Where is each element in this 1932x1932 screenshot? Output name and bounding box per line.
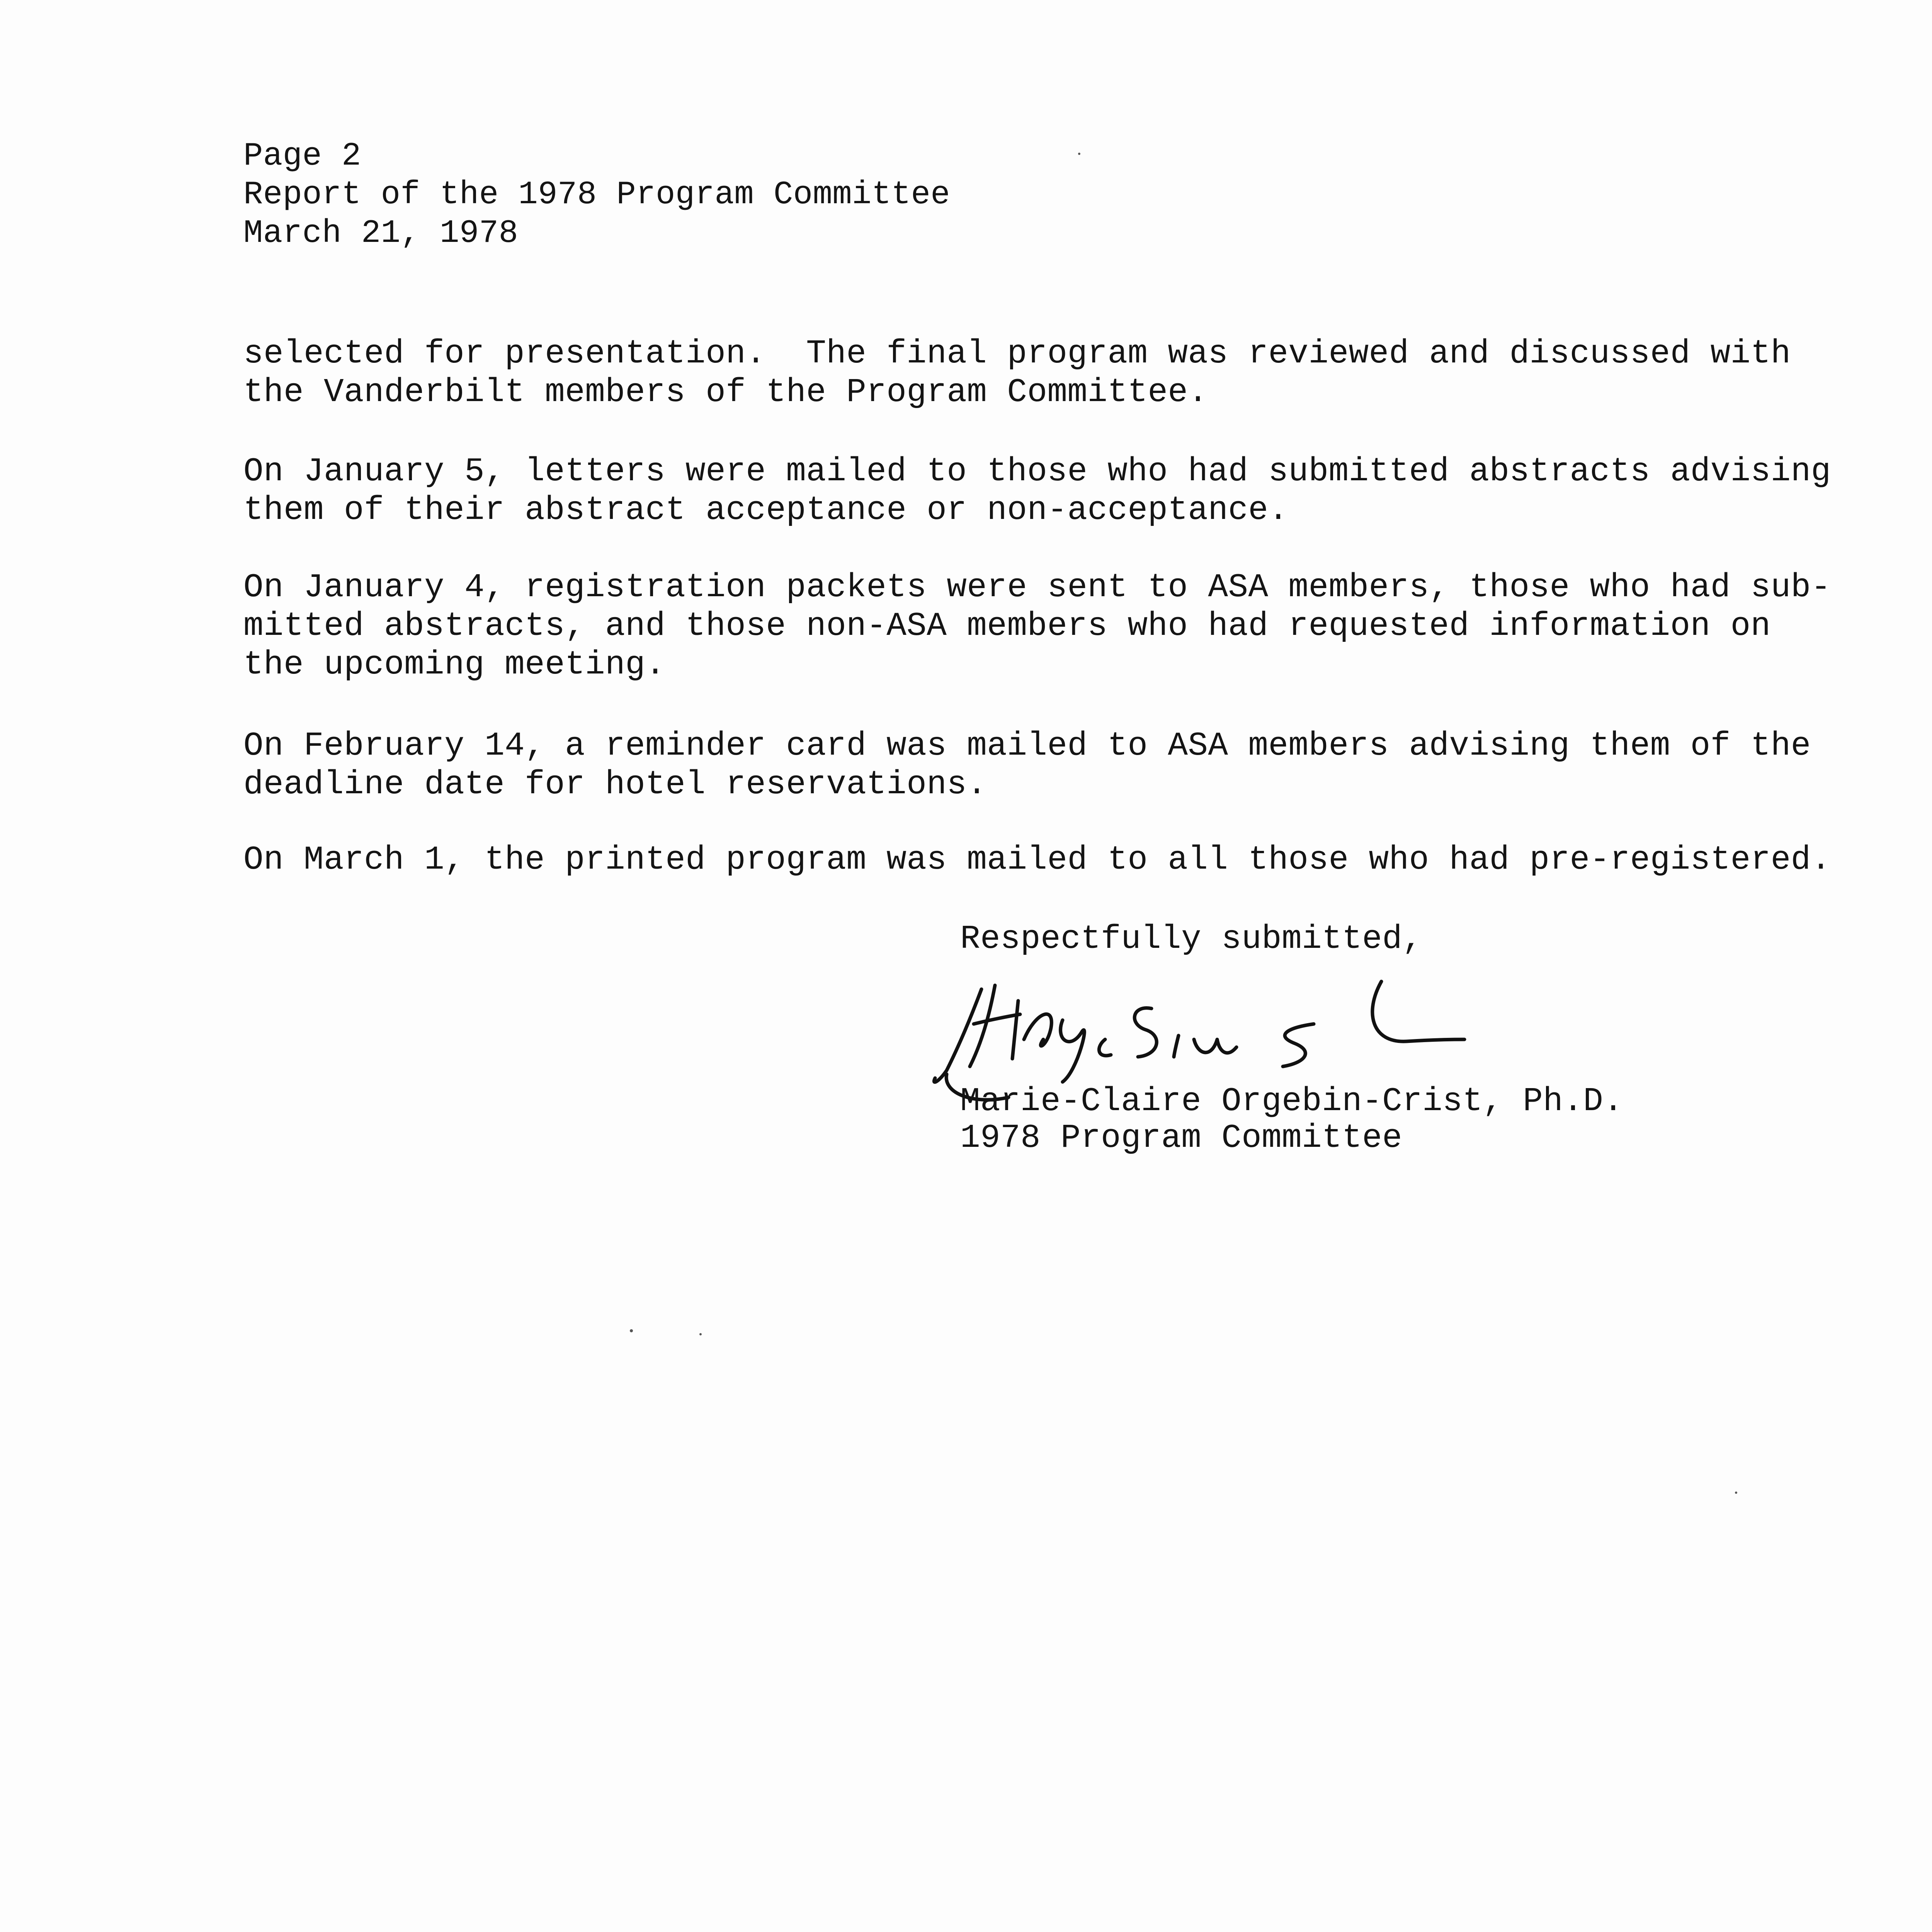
paragraph-line: the Vanderbilt members of the Program Committee. bbox=[243, 373, 1208, 411]
paragraph-line: On January 4, registration packets were sent to ASA members, those who had sub- bbox=[243, 568, 1831, 606]
scan-speck bbox=[1735, 1492, 1737, 1494]
paragraph-line: deadline date for hotel reservations. bbox=[243, 765, 987, 803]
report-title: Report of the 1978 Program Committee bbox=[243, 177, 951, 213]
scan-speck bbox=[630, 1329, 633, 1332]
signer-role: 1978 Program Committee bbox=[960, 1119, 1403, 1157]
closing-salutation: Respectfully submitted, bbox=[960, 920, 1423, 958]
paragraph-line: selected for presentation. The final program was reviewed and discussed with bbox=[243, 335, 1791, 372]
paragraph-line: mitted abstracts, and those non-ASA members who had requested information on bbox=[243, 607, 1771, 645]
scan-speck bbox=[699, 1333, 702, 1335]
paragraph-line: the upcoming meeting. bbox=[243, 646, 666, 684]
paragraph-line: On March 1, the printed program was mailed to all those who had pre-registered. bbox=[243, 841, 1831, 879]
paragraph-line: them of their abstract acceptance or non-acceptance. bbox=[243, 491, 1289, 529]
signer-name: Marie-Claire Orgebin-Crist, Ph.D. bbox=[960, 1082, 1624, 1120]
report-date: March 21, 1978 bbox=[243, 215, 519, 252]
scan-speck bbox=[1078, 153, 1080, 155]
page-number: Page 2 bbox=[243, 138, 361, 175]
paragraph-line: On January 5, letters were mailed to those who had submitted abstracts advising bbox=[243, 452, 1831, 490]
paragraph-line: On February 14, a reminder card was mailed to ASA members advising them of the bbox=[243, 727, 1811, 765]
